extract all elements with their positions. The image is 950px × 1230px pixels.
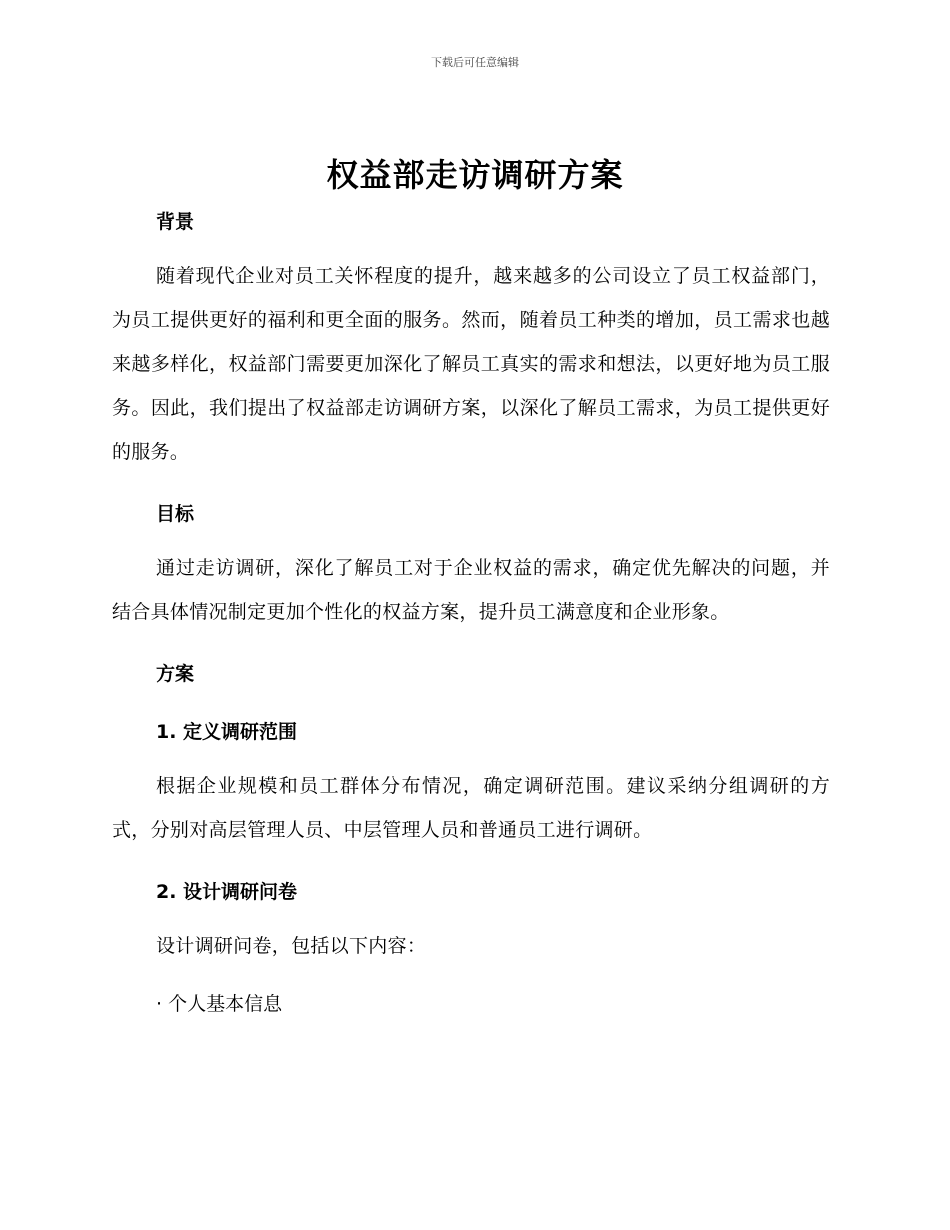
subheading-step1: 1. 定义调研范围 xyxy=(156,721,298,743)
section-heading-goal: 目标 xyxy=(156,503,195,525)
section-heading-background: 背景 xyxy=(156,211,195,233)
paragraph-step2: 设计调研问卷，包括以下内容： xyxy=(156,935,427,957)
paragraph-background: 随着现代企业对员工关怀程度的提升，越来越多的公司设立了员工权益部门，为员工提供更好的福利和更全面的服务。然而，随着员工种类的增加，员工需求也越来越多样化，权益部门需要更加深化了解员工真实的需求和想法，以更好地为员工服务。因此，我们提出了权益部走访调研方案，以深化了解员工需求，为员工提供更好的服务。 xyxy=(112,265,830,463)
paragraph-goal: 通过走访调研，深化了解员工对于企业权益的需求，确定优先解决的问题，并结合具体情况制定更加个性化的权益方案，提升员工满意度和企业形象。 xyxy=(112,557,830,623)
subheading-step2: 2. 设计调研问卷 xyxy=(156,881,298,903)
document-title: 权益部走访调研方案 xyxy=(326,156,624,194)
section-heading-plan: 方案 xyxy=(156,663,195,685)
bullet-item: · 个人基本信息 xyxy=(156,993,283,1015)
header-note: 下载后可任意编辑 xyxy=(431,56,519,69)
paragraph-step1: 根据企业规模和员工群体分布情况，确定调研范围。建议采纳分组调研的方式，分别对高层管理人员、中层管理人员和普通员工进行调研。 xyxy=(112,775,830,841)
document-body xyxy=(112,204,830,1026)
